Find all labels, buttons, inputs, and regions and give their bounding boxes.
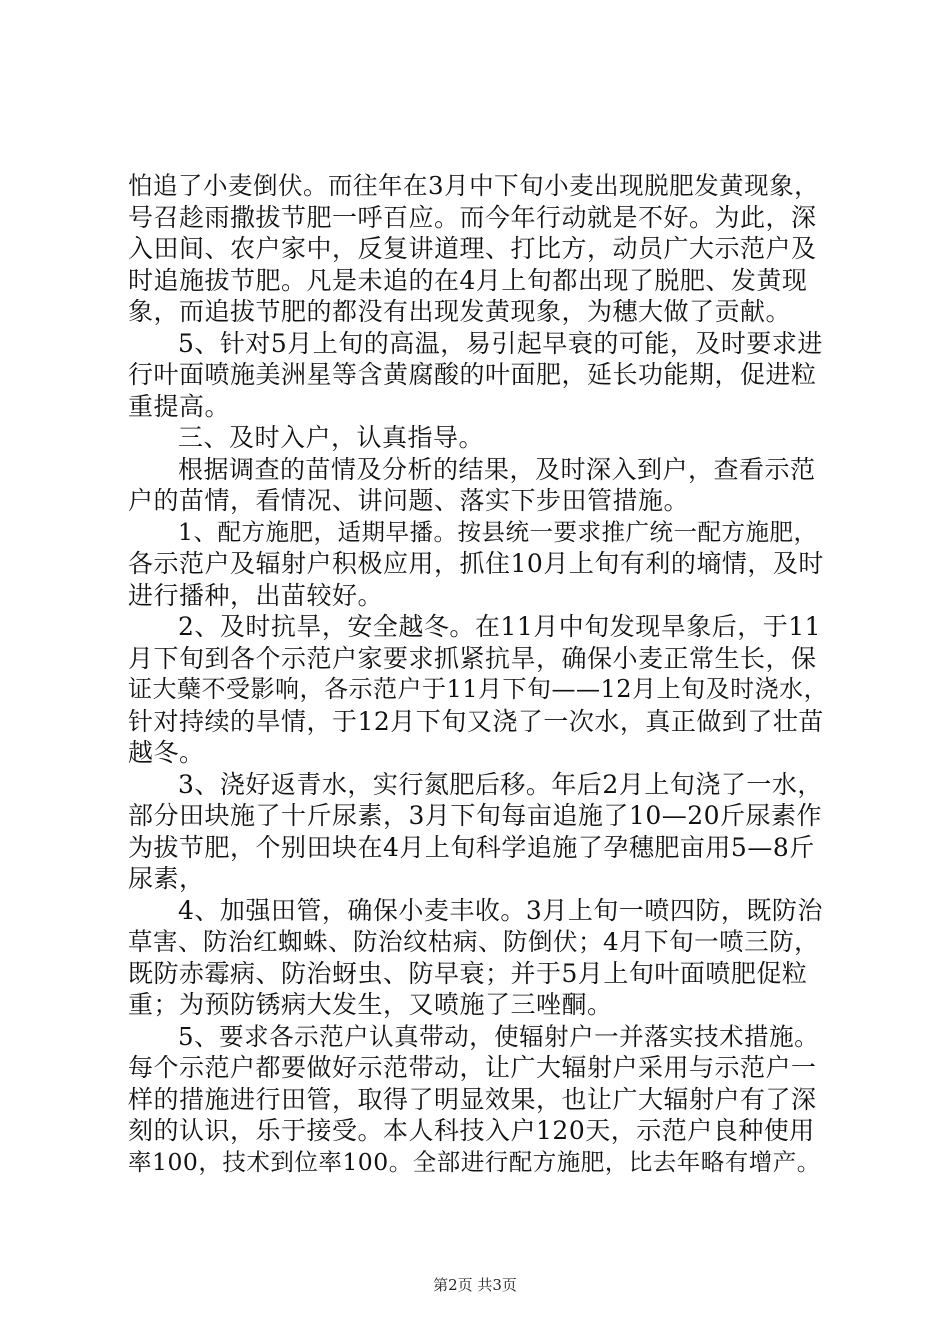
text-line: 重提高。 xyxy=(128,391,231,421)
text-line: 5、针对5月上旬的高温，易引起早衰的可能，及时要求进 xyxy=(178,328,823,358)
text-line: 证大蘖不受影响，各示范户于11月下旬——12月上旬及时浇水， xyxy=(128,675,829,703)
text-line: 时追施拔节肥。凡是未追的在4月上旬都出现了脱肥、发黄现 xyxy=(128,265,808,295)
text-line: 越冬。 xyxy=(128,738,205,767)
page-footer: 第2页 共3页 xyxy=(433,1276,517,1294)
text-line: 1、配方施肥，适期早播。按县统一要求推广统一配方施肥， xyxy=(178,517,818,546)
text-line: 入田间、农户家中，反复讲道理、打比方，动员广大示范户及 xyxy=(128,234,817,263)
text-line: 针对持续的旱情，于12月下旬又浇了一次水，真正做到了壮苗 xyxy=(128,706,824,736)
text-line: 户的苗情，看情况、讲问题、落实下步田管措施。 xyxy=(128,486,690,515)
text-line: 进行播种，出苗较好。 xyxy=(128,580,384,610)
text-line: 5、要求各示范户认真带动，使辐射户一并落实技术措施。 xyxy=(178,1021,820,1051)
text-line: 每个示范户都要做好示范带动，让广大辐射户采用与示范户一 xyxy=(128,1053,817,1082)
text-line: 3、浇好返青水，实行氮肥后移。年后2月上旬浇了一水， xyxy=(178,769,823,799)
text-line: 率100，技术到位率100。全部进行配方施肥，比去年略有增产。 xyxy=(128,1147,821,1176)
text-line: 月下旬到各个示范户家要求抓紧抗旱，确保小麦正常生长，保 xyxy=(128,643,817,673)
text-line: 既防赤霉病、防治蚜虫、防早衰；并于5月上旬叶面喷肥促粒 xyxy=(128,958,808,988)
text-line: 行叶面喷施美洲星等含黄腐酸的叶面肥，延长功能期，促进粒 xyxy=(128,360,817,389)
text-line: 重；为预防锈病大发生，又喷施了三唑酮。 xyxy=(128,990,613,1019)
text-line: 象，而追拔节肥的都没有出现发黄现象，为穗大做了贡献。 xyxy=(128,297,792,326)
text-line: 为拔节肥，个别田块在4月上旬科学追施了孕穗肥亩用5—8斤 xyxy=(128,832,815,862)
text-line: 号召趁雨撒拔节肥一呼百应。而今年行动就是不好。为此，深 xyxy=(128,202,817,232)
text-line: 草害、防治红蜘蛛、防治纹枯病、防倒伏；4月下旬一喷三防， xyxy=(128,927,820,956)
text-line: 各示范户及辐射户积极应用，抓住10月上旬有利的墒情，及时 xyxy=(128,549,824,578)
text-line: 刻的认识，乐于接受。本人科技入户120天，示范户良种使用 xyxy=(128,1116,815,1145)
text-line: 2、及时抗旱，安全越冬。在11月中旬发现旱象后，于11 xyxy=(178,612,822,641)
text-line: 三、及时入户，认真指导。 xyxy=(178,423,485,452)
text-line: 根据调查的苗情及分析的结果，及时深入到户，查看示范 xyxy=(178,454,816,484)
text-line: 部分田块施了十斤尿素，3月下旬每亩追施了10—20斤尿素作 xyxy=(128,801,823,830)
document-body xyxy=(128,170,828,1178)
text-line: 样的措施进行田管，取得了明显效果，也让广大辐射户有了深 xyxy=(128,1084,817,1114)
text-line: 4、加强田管，确保小麦丰收。3月上旬一喷四防，既防治 xyxy=(178,895,823,925)
text-line: 尿素， xyxy=(128,864,205,893)
text-line: 怕追了小麦倒伏。而往年在3月中下旬小麦出现脱肥发黄现象， xyxy=(128,171,820,200)
